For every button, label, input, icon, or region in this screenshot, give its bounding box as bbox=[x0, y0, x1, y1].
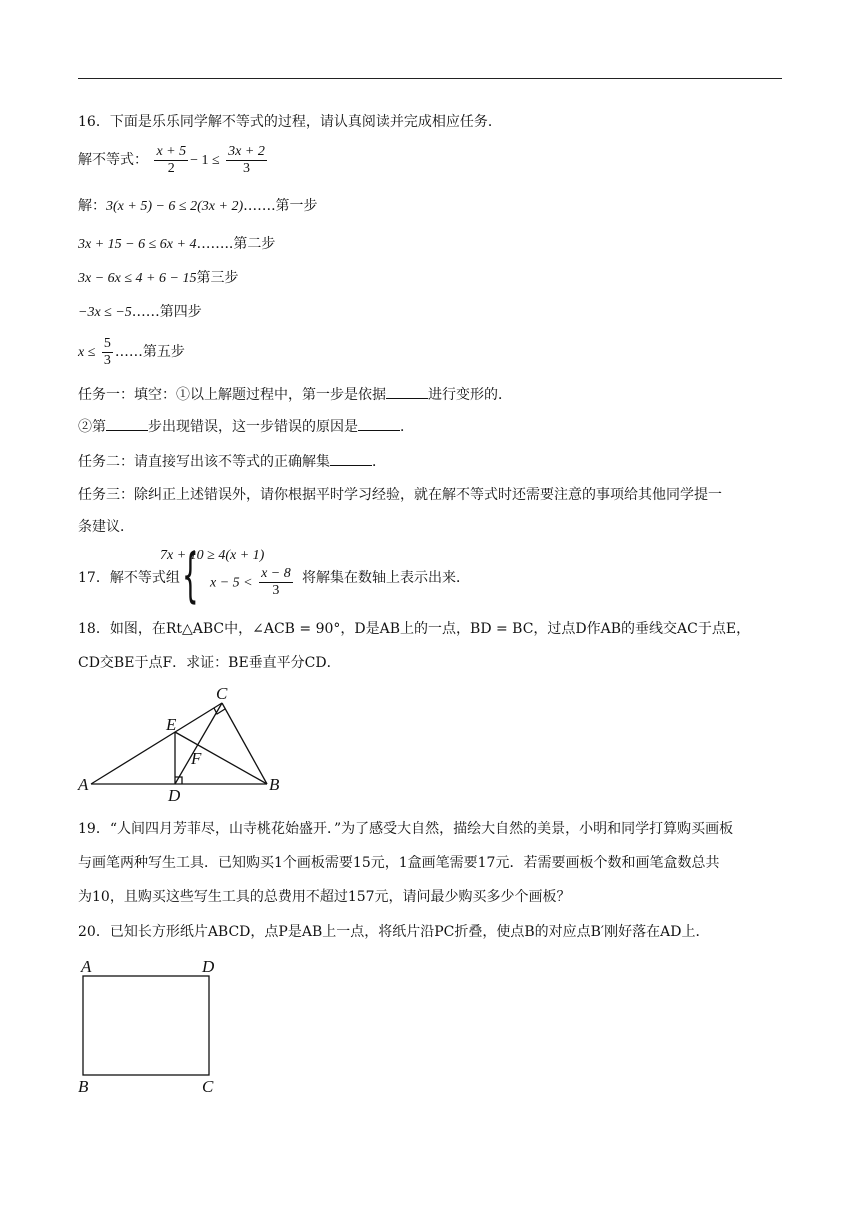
q16-task3-line1: 任务三：除纠正上述错误外，请你根据平时学习经验，就在解不等式时还需要注意的事项给其他同学提一 bbox=[78, 487, 722, 503]
q16-step2: 3x + 15 − 6 ≤ 6x + 4……..第二步 bbox=[78, 236, 276, 252]
q16-step5-fraction: $\frac{5}{3}$ bbox=[103, 335, 111, 368]
answer-blank[interactable] bbox=[386, 384, 428, 399]
label-a: A bbox=[78, 775, 89, 794]
segment-dc bbox=[175, 703, 222, 784]
q19-line1: 19．“人间四月芳菲尽，山寺桃花始盛开．”为了感受大自然，描绘大自然的美景，小明和同学打算购买画板 bbox=[78, 821, 734, 837]
segment-ac bbox=[91, 703, 222, 784]
q19-line3: 为10，且购买这些写生工具的总费用不超过157元，请问最少购买多少个画板？ bbox=[78, 889, 571, 905]
q17-label: 17．解不等式组 bbox=[78, 570, 180, 586]
q18-line1: 18．如图，在Rt△ABC中，∠ACB = 90°，D是AB上的一点，BD = BC，过点D作AB的垂线交AC于点E， bbox=[78, 621, 751, 637]
q17-eq2: x − 5 < $\frac{x - 8}{3}$ bbox=[210, 566, 291, 598]
q17-eq1: 7x + 10 ≥ 4(x + 1) bbox=[160, 548, 265, 563]
answer-blank[interactable] bbox=[330, 451, 372, 466]
q16-task2: 任务二：请直接写出该不等式的正确解集 ． bbox=[78, 451, 784, 472]
q17-eq2-fraction: $\frac{x - 8}{3}$ bbox=[261, 566, 291, 598]
q18-line2: CD交BE于点F．求证：BE垂直平分CD． bbox=[78, 655, 341, 671]
label-d: D bbox=[202, 957, 215, 976]
q20-rectangle-figure bbox=[70, 952, 230, 1100]
q18-triangle-figure bbox=[70, 680, 290, 805]
q16-step1: 解：3(x + 5) − 6 ≤ 2(3x + 2)…….第一步 bbox=[78, 198, 318, 214]
header-rule bbox=[78, 78, 782, 79]
q20-line1: 20．已知长方形纸片ABCD，点P是AB上一点，将纸片沿PC折叠，使点B的对应点B′刚好落在AD上． bbox=[78, 924, 710, 940]
q16-rhs-fraction: $\frac{3x + 2}{3}$ bbox=[228, 143, 265, 176]
q16-lhs-fraction: $\frac{x + 5}{2}$ bbox=[156, 143, 187, 176]
q16-problem: 解不等式： $\frac{x + 5}{2}$ − 1 ≤ $\frac{3x + 2}{3}$ bbox=[78, 143, 265, 176]
label-a: A bbox=[81, 957, 92, 976]
q16-step5: x ≤ $\frac{5}{3}$ ……第五步 bbox=[78, 335, 185, 368]
label-b: B bbox=[78, 1077, 89, 1096]
q16-step4: −3x ≤ −5……第四步 bbox=[78, 304, 202, 320]
q19-line2: 与画笔两种写生工具．已知购买1个画板需要15元，1盒画笔需要17元．若需要画板个数和画笔盒数总共 bbox=[78, 855, 720, 871]
brace-icon: { bbox=[182, 541, 199, 609]
q16-task3-line2: 条建议． bbox=[78, 519, 134, 535]
q16-task1-b: ②第 步出现错误，这一步错误的原因是 ． bbox=[78, 416, 784, 437]
q16-step3: 3x − 6x ≤ 4 + 6 − 15第三步 bbox=[78, 270, 239, 286]
label-d: D bbox=[168, 786, 181, 805]
q16-task1-a: 任务一：填空：①以上解题过程中，第一步是依据 进行变形的． bbox=[78, 384, 784, 405]
q17-system bbox=[78, 541, 678, 609]
label-c: C bbox=[202, 1077, 214, 1096]
q16-intro: 16．下面是乐乐同学解不等式的过程，请认真阅读并完成相应任务． bbox=[78, 114, 502, 130]
answer-blank[interactable] bbox=[358, 416, 400, 431]
answer-blank[interactable] bbox=[106, 416, 148, 431]
q17-tail: 将解集在数轴上表示出来． bbox=[302, 570, 470, 586]
label-f: F bbox=[191, 749, 202, 768]
label-b: B bbox=[269, 775, 280, 794]
label-e: E bbox=[166, 715, 177, 734]
rectangle-abcd bbox=[83, 976, 209, 1075]
label-c: C bbox=[216, 684, 228, 703]
